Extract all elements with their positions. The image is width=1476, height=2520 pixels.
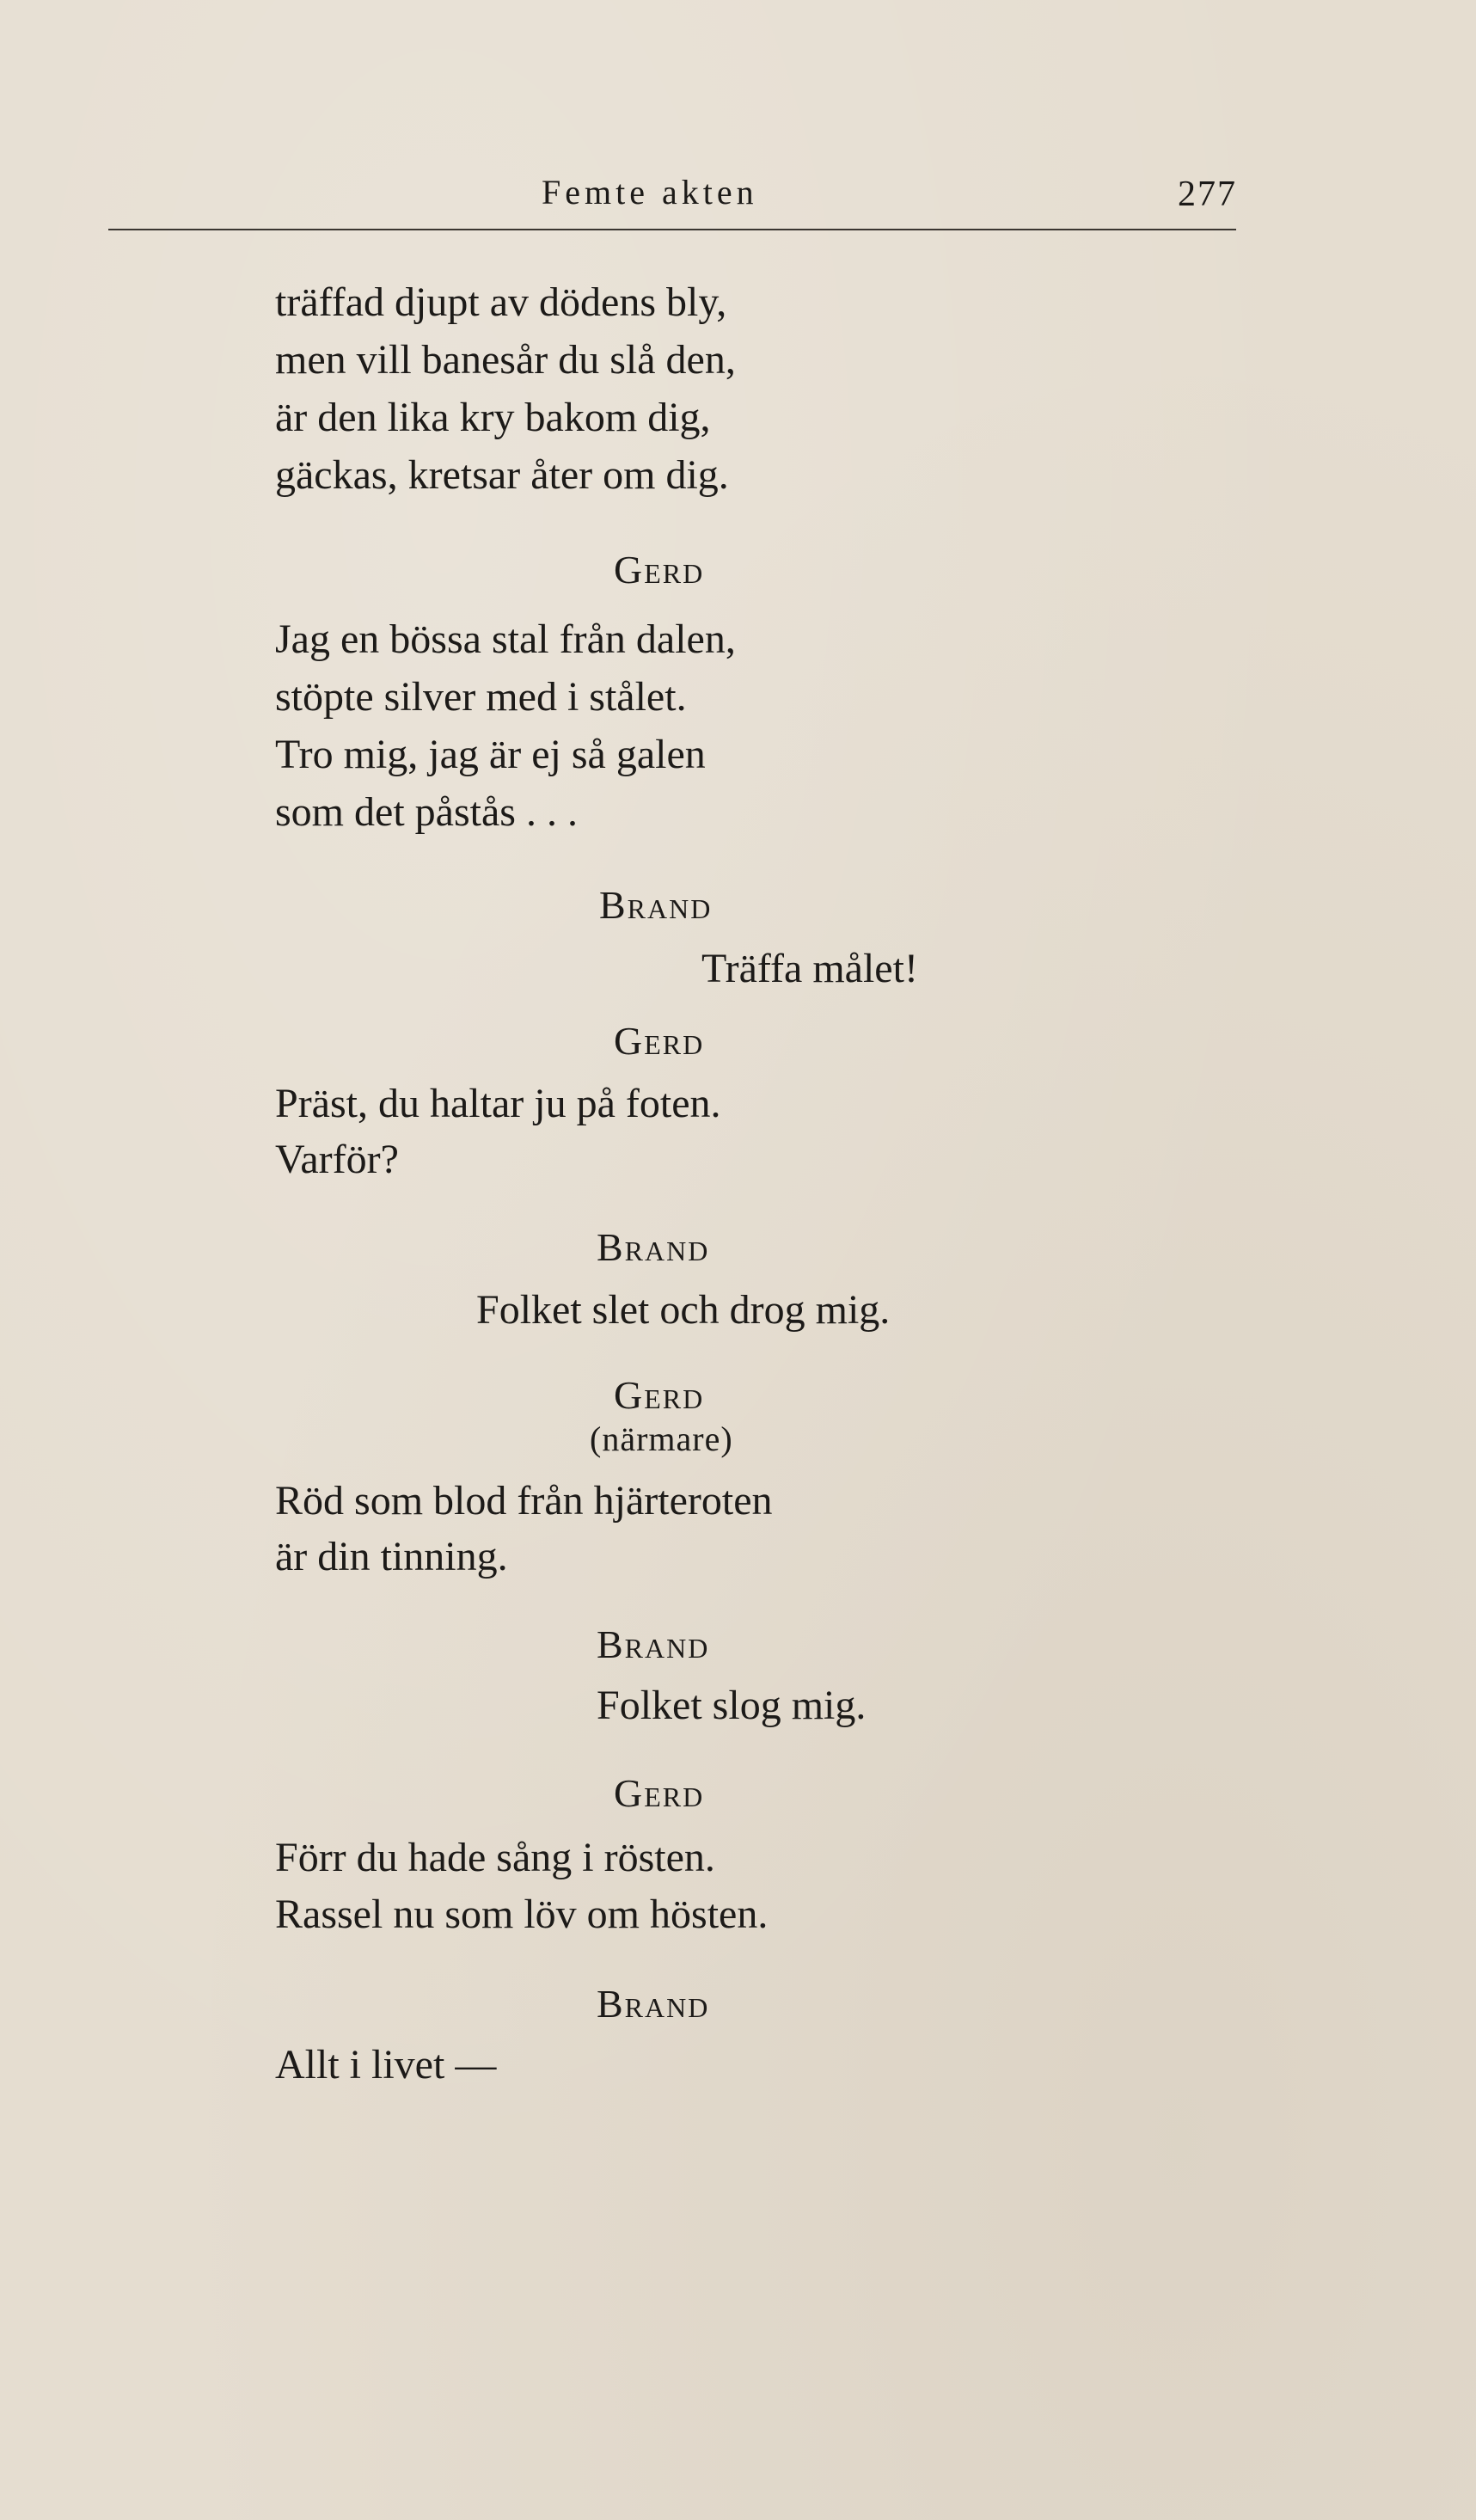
verse-line: Varför? <box>275 1137 399 1182</box>
verse-line: Folket slog mig. <box>597 1683 867 1728</box>
verse-line: som det påstås . . . <box>275 789 578 835</box>
verse-line: är den lika kry bakom dig, <box>275 395 711 440</box>
verse-line: Träffa målet! <box>701 946 918 991</box>
speaker-name: Gerd <box>614 1771 705 1815</box>
verse-line: Allt i livet — <box>275 2042 497 2088</box>
verse-line: träffad djupt av dödens bly, <box>275 279 727 325</box>
verse-line: gäckas, kretsar åter om dig. <box>275 452 729 498</box>
verse-line: Folket slet och drog mig. <box>476 1287 891 1333</box>
speaker-name: Brand <box>599 883 713 927</box>
page-number: 277 <box>1178 175 1237 214</box>
speaker-name: Gerd <box>614 1373 705 1417</box>
verse-line: Röd som blod från hjärteroten <box>275 1478 773 1524</box>
verse-line: Tro mig, jag är ej så galen <box>275 732 706 777</box>
speaker-name: Brand <box>597 1622 710 1666</box>
verse-line: Jag en bössa stal från dalen, <box>275 616 736 662</box>
verse-line: Rassel nu som löv om hösten. <box>275 1892 769 1937</box>
stage-direction: (närmare) <box>590 1419 733 1458</box>
speaker-name: Gerd <box>614 548 705 592</box>
header-rule <box>108 229 1236 230</box>
speaker-name: Brand <box>597 1982 710 2026</box>
verse-line: men vill banesår du slå den, <box>275 337 736 383</box>
verse-line: Förr du hade sång i rösten. <box>275 1835 715 1880</box>
running-header-title: Femte akten <box>542 173 758 212</box>
speaker-name: Brand <box>597 1225 710 1269</box>
verse-line: Präst, du haltar ju på foten. <box>275 1081 721 1126</box>
verse-line: är din tinning. <box>275 1534 508 1579</box>
speaker-name: Gerd <box>614 1019 705 1063</box>
verse-line: stöpte silver med i stålet. <box>275 674 687 720</box>
